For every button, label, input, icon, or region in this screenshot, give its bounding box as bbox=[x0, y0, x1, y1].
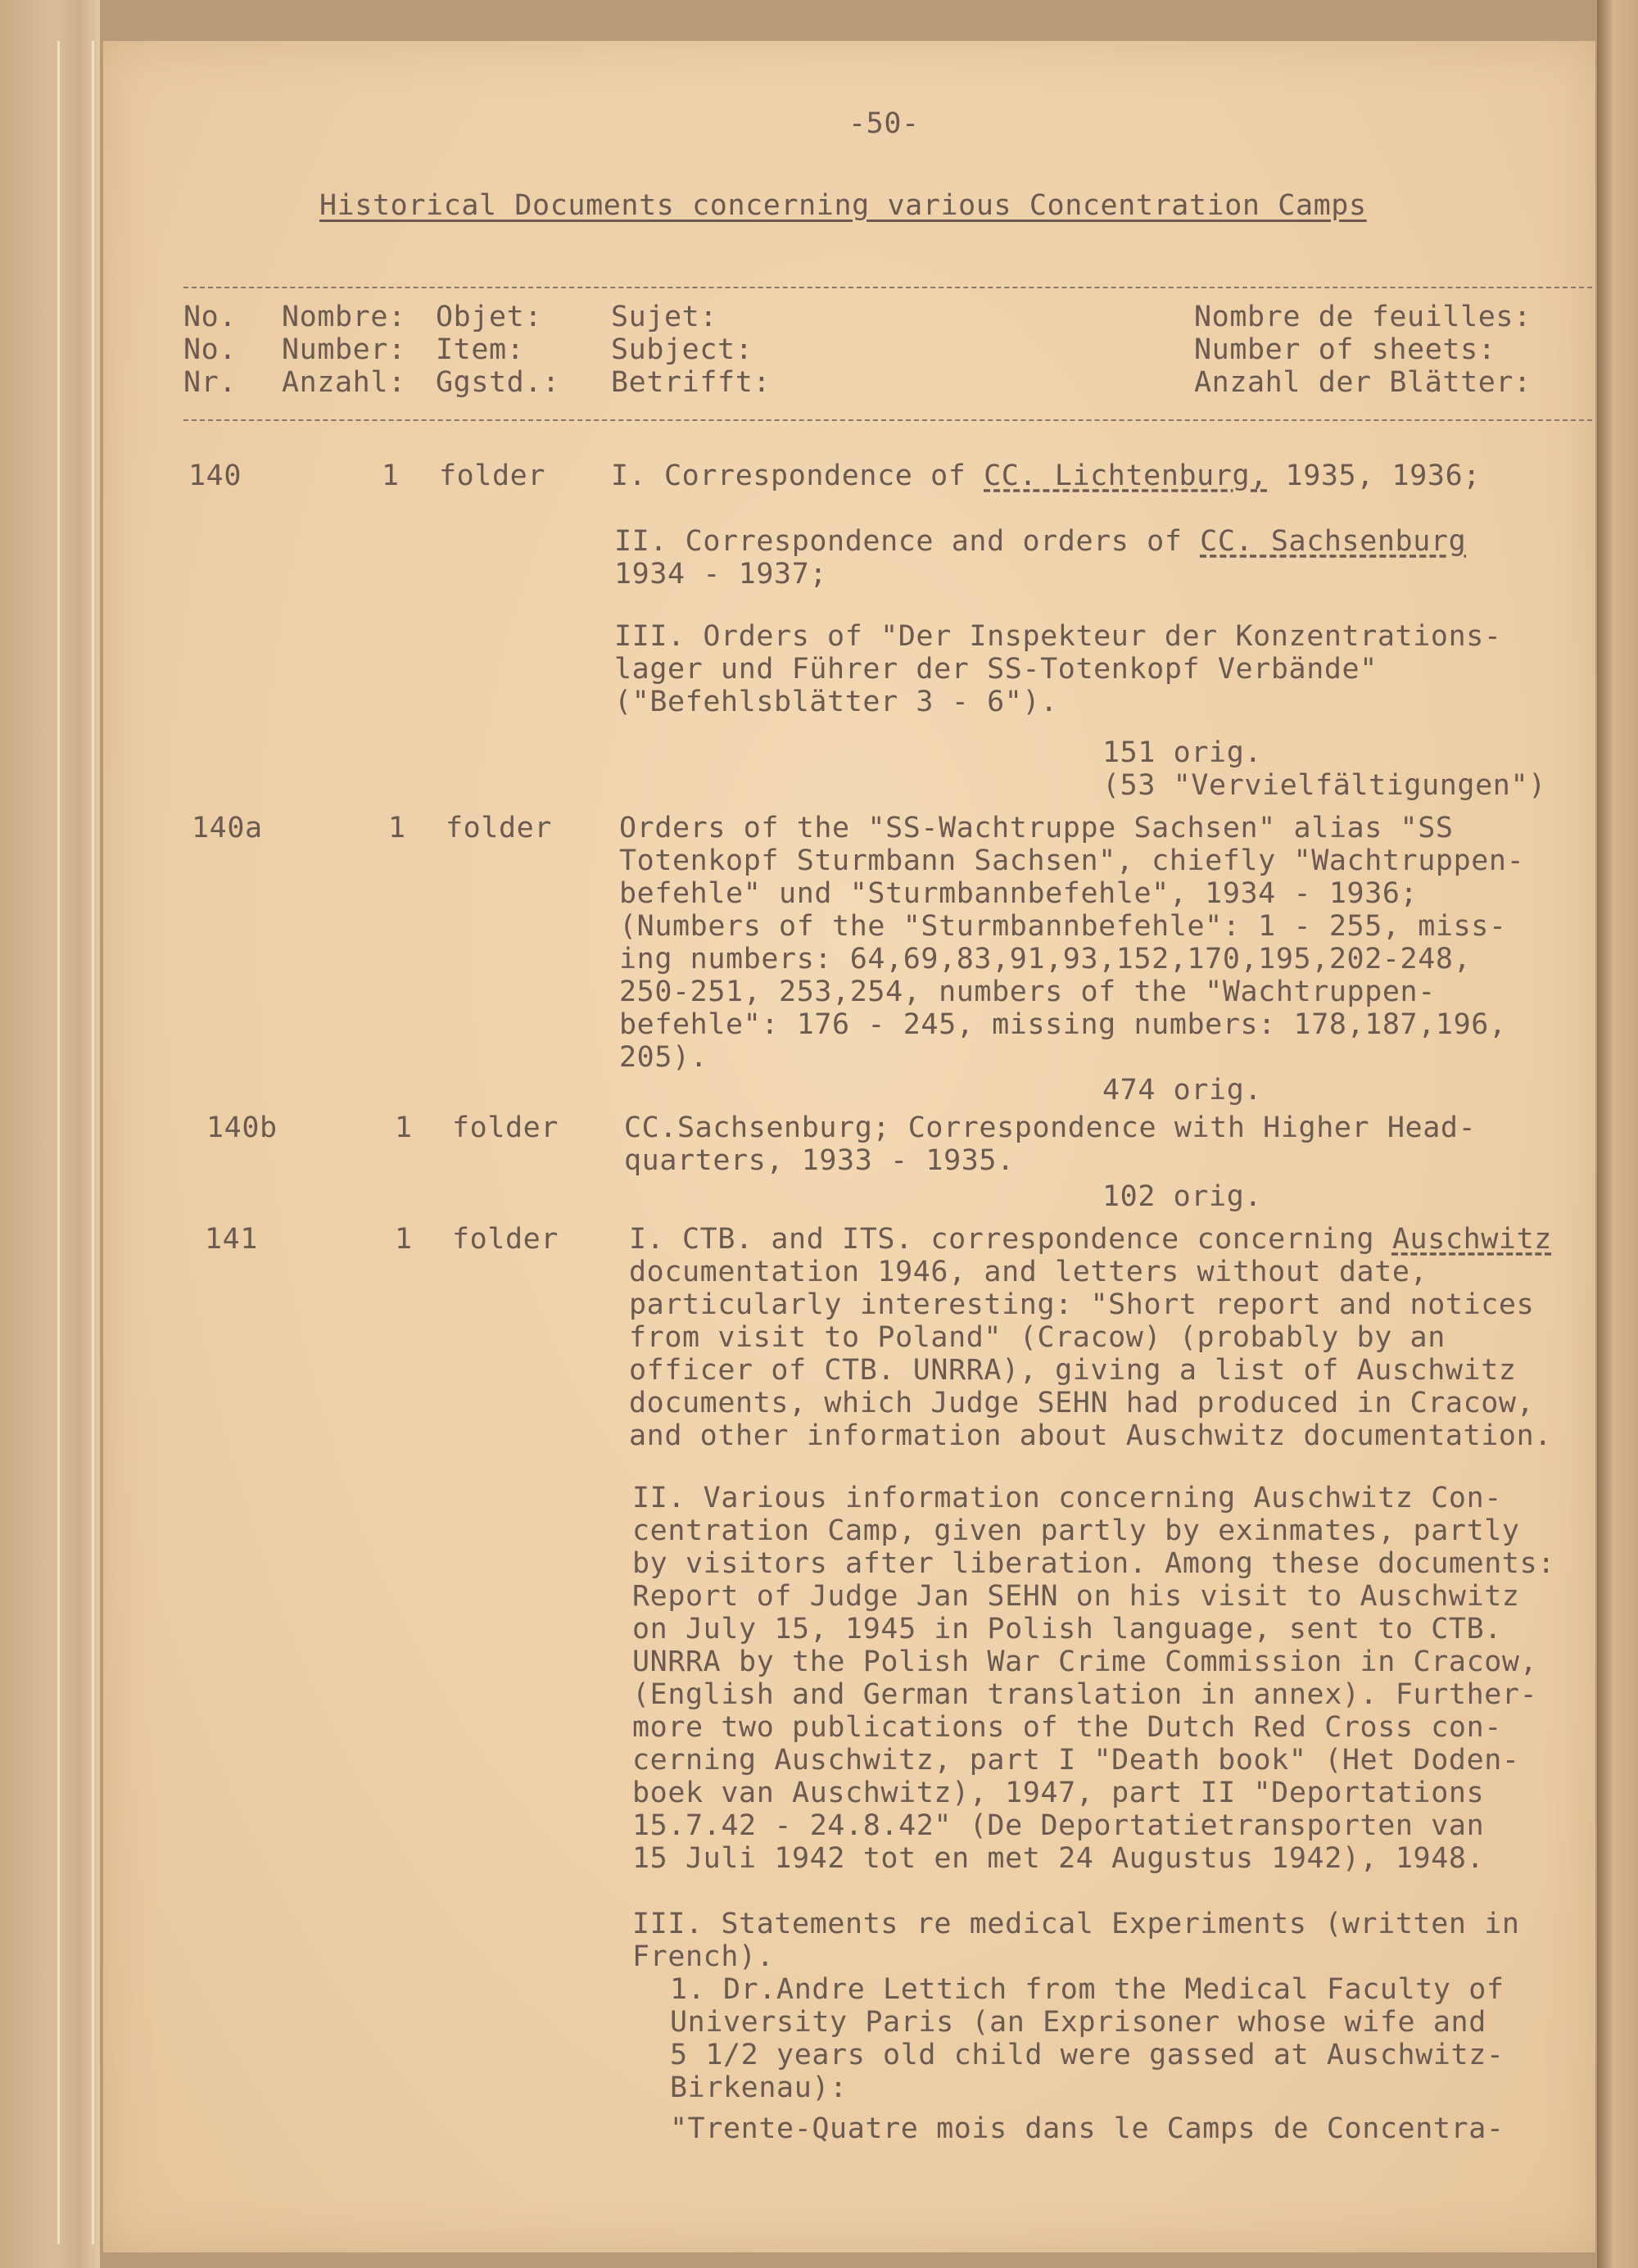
entry-count: 1 bbox=[382, 459, 400, 492]
header-no-fr: No. bbox=[183, 301, 238, 333]
entry-number: 141 bbox=[205, 1223, 259, 1256]
header-rule-bottom bbox=[183, 419, 1592, 421]
entry-subject-line: befehle": 176 - 245, missing numbers: 178,187,196, bbox=[619, 1008, 1507, 1041]
entry-subject-line: (English and German translation in annex). Further- bbox=[632, 1678, 1538, 1711]
entry-sheets: 474 orig. bbox=[1102, 1074, 1263, 1107]
header-item-en: Item: bbox=[436, 333, 525, 366]
entry-subject-line: more two publications of the Dutch Red Cross con- bbox=[632, 1711, 1502, 1744]
page-number: -50- bbox=[848, 107, 920, 140]
entry-subject-line: 15 Juli 1942 tot en met 24 Augustus 1942), 1948. bbox=[632, 1842, 1485, 1875]
next-page-edge bbox=[1597, 0, 1638, 2268]
header-item-fr: Objet: bbox=[436, 301, 543, 333]
entry-subject-line: III. Statements re medical Experiments (written in bbox=[632, 1908, 1520, 1940]
entry-subject-line: Birkenau): bbox=[670, 2071, 848, 2104]
entry-number: 140 bbox=[188, 459, 242, 492]
entry-subject-line: Report of Judge Jan SEHN on his visit to Auschwitz bbox=[632, 1580, 1520, 1613]
entry-subject-line: 15.7.42 - 24.8.42" (De Deportatietransporten van bbox=[632, 1809, 1485, 1842]
entry-count: 1 bbox=[395, 1223, 413, 1256]
entry-subject-line: from visit to Poland" (Cracow) (probably by an bbox=[629, 1321, 1446, 1354]
header-count-en: Number: bbox=[282, 333, 406, 366]
page-edge-line bbox=[92, 41, 94, 2244]
entry-number: 140b bbox=[206, 1111, 278, 1144]
entry-subject-line: Orders of the "SS-Wachtruppe Sachsen" alias "SS bbox=[619, 812, 1454, 844]
entry-subject-line: French). bbox=[632, 1940, 775, 1973]
entry-subject-line: UNRRA by the Polish War Crime Commission in Cracow, bbox=[632, 1646, 1538, 1678]
entry-subject-line: I. Correspondence of CC. Lichtenburg, 1935, 1936; bbox=[611, 459, 1481, 492]
header-sheets-fr: Nombre de feuilles: bbox=[1194, 301, 1532, 333]
header-subject-en: Subject: bbox=[611, 333, 753, 366]
page-edge-line bbox=[57, 41, 60, 2244]
entry-subject-line: Totenkopf Sturmbann Sachsen", chiefly "Wachtruppen- bbox=[619, 844, 1525, 877]
entry-subject-line: quarters, 1933 - 1935. bbox=[624, 1144, 1015, 1177]
entry-subject-line: III. Orders of "Der Inspekteur der Konzentrations- bbox=[614, 620, 1502, 653]
header-no-en: No. bbox=[183, 333, 238, 366]
entry-subject-line: ing numbers: 64,69,83,91,93,152,170,195,202-248, bbox=[619, 943, 1472, 976]
entry-subject-line: (Numbers of the "Sturmbannbefehle": 1 - 255, miss- bbox=[619, 910, 1507, 943]
entry-number: 140a bbox=[192, 812, 263, 844]
entry-subject-line: centration Camp, given partly by exinmates, partly bbox=[632, 1514, 1520, 1547]
header-no-de: Nr. bbox=[183, 366, 238, 399]
header-sheets-de: Anzahl der Blätter: bbox=[1194, 366, 1532, 399]
entry-subject-line: I. CTB. and ITS. correspondence concerning Auschwitz bbox=[629, 1223, 1552, 1256]
entry-subject-line: II. Various information concerning Auschwitz Con- bbox=[632, 1482, 1502, 1514]
entry-subject-line: lager und Führer der SS-Totenkopf Verbände" bbox=[614, 653, 1378, 686]
entry-subject-line: 250-251, 253,254, numbers of the "Wachtruppen- bbox=[619, 976, 1436, 1008]
entry-item: folder bbox=[439, 459, 546, 492]
entry-subject-line: documentation 1946, and letters without date, bbox=[629, 1256, 1428, 1288]
entry-subject-line: 1934 - 1937; bbox=[614, 558, 828, 591]
camp-name: CC. Sachsenburg bbox=[1200, 525, 1467, 558]
document-page bbox=[103, 41, 1595, 2252]
binding-edge bbox=[0, 0, 100, 2268]
entry-subject-line: particularly interesting: "Short report and notices bbox=[629, 1288, 1535, 1321]
entry-subject-line: CC.Sachsenburg; Correspondence with Higher Head- bbox=[624, 1111, 1477, 1144]
entry-subject-line: cerning Auschwitz, part I "Death book" (Het Doden- bbox=[632, 1744, 1520, 1777]
entry-item: folder bbox=[446, 812, 553, 844]
entry-subject-line: ("Befehlsblätter 3 - 6"). bbox=[614, 686, 1058, 718]
entry-subject-line: 5 1/2 years old child were gassed at Auschwitz- bbox=[670, 2039, 1505, 2071]
entry-item: folder bbox=[452, 1223, 559, 1256]
entry-count: 1 bbox=[395, 1111, 413, 1144]
header-count-de: Anzahl: bbox=[282, 366, 406, 399]
entry-subject-line: 205). bbox=[619, 1041, 708, 1074]
page-title: Historical Documents concerning various Concentration Camps bbox=[319, 189, 1367, 222]
entry-sheets: (53 "Vervielfältigungen") bbox=[1102, 769, 1546, 802]
entry-subject-line: and other information about Auschwitz documentation. bbox=[629, 1419, 1552, 1452]
entry-subject-line: "Trente-Quatre mois dans le Camps de Concentra- bbox=[670, 2112, 1505, 2145]
entry-sheets: 102 orig. bbox=[1102, 1180, 1263, 1213]
header-count-fr: Nombre: bbox=[282, 301, 406, 333]
header-subject-de: Betrifft: bbox=[611, 366, 771, 399]
entry-subject-line: II. Correspondence and orders of CC. Sachsenburg bbox=[614, 525, 1467, 558]
entry-subject-line: by visitors after liberation. Among these documents: bbox=[632, 1547, 1555, 1580]
entry-subject-line: boek van Auschwitz), 1947, part II "Deportations bbox=[632, 1777, 1485, 1809]
entry-subject-line: on July 15, 1945 in Polish language, sent to CTB. bbox=[632, 1613, 1502, 1646]
entry-subject-line: University Paris (an Exprisoner whose wife and bbox=[670, 2006, 1486, 2039]
entry-sheets: 151 orig. bbox=[1102, 736, 1263, 769]
entry-item: folder bbox=[452, 1111, 559, 1144]
camp-name: CC. Lichtenburg, bbox=[984, 459, 1268, 492]
header-rule-top bbox=[183, 287, 1592, 288]
header-item-de: Ggstd.: bbox=[436, 366, 560, 399]
entry-subject-line: officer of CTB. UNRRA), giving a list of Auschwitz bbox=[629, 1354, 1517, 1387]
camp-name: Auschwitz bbox=[1391, 1223, 1552, 1256]
header-sheets-en: Number of sheets: bbox=[1194, 333, 1496, 366]
entry-subject-line: befehle" und "Sturmbannbefehle", 1934 - 1936; bbox=[619, 877, 1419, 910]
entry-count: 1 bbox=[388, 812, 406, 844]
entry-subject-line: documents, which Judge SEHN had produced in Cracow, bbox=[629, 1387, 1535, 1419]
entry-subject-line: 1. Dr.Andre Lettich from the Medical Faculty of bbox=[670, 1973, 1505, 2006]
header-subject-fr: Sujet: bbox=[611, 301, 718, 333]
